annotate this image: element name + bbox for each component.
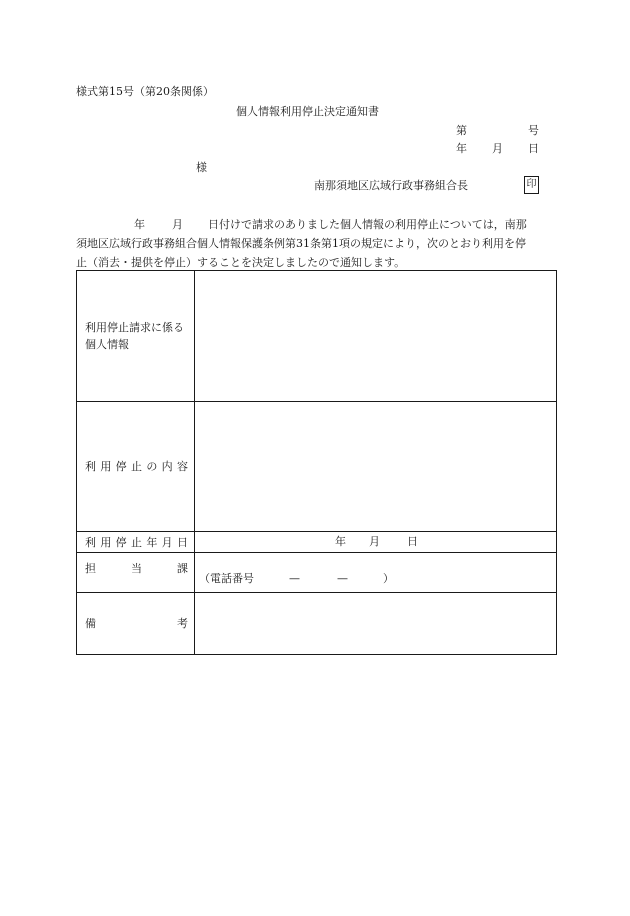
label-char: 備 [85, 617, 96, 630]
label-char: 日 [176, 535, 188, 549]
label-char: 止 [130, 535, 142, 549]
label-suspension-date-text [85, 537, 194, 548]
date-month-label: 月 [492, 142, 503, 155]
seal-mark: 印 [524, 176, 539, 194]
date-month: 月 [369, 535, 380, 548]
label-char: 停 [115, 535, 127, 549]
value-suspension-date[interactable] [195, 532, 557, 553]
row-personal-info [77, 271, 557, 402]
recipient-sama: 様 [196, 161, 207, 174]
reference-go: 号 [528, 124, 539, 137]
phone-dash-2: — [337, 571, 348, 585]
label-char: 止 [130, 460, 142, 473]
row-remarks [77, 593, 557, 655]
para-line3: 止（消去・提供を停止）することを決定しましたので通知します。 [76, 256, 406, 269]
label-char: 利 [85, 535, 96, 549]
value-remarks[interactable] [195, 593, 557, 655]
date-year: 年 [335, 535, 346, 548]
date-year-label: 年 [456, 142, 467, 155]
row-suspension-content [77, 402, 557, 532]
label-remarks [77, 593, 195, 655]
phone-dash-1: — [289, 571, 300, 585]
label-remarks-text [85, 618, 194, 629]
reference-dai: 第 [456, 124, 467, 137]
para-year: 年 [134, 218, 145, 231]
label-char: 利 [85, 460, 96, 473]
label-department-text [85, 563, 194, 574]
label-personal-info-line2: 個人情報 [85, 338, 129, 351]
label-personal-info [77, 271, 195, 402]
label-suspension-content-text [85, 461, 194, 472]
para-line1: 日付けで請求のありました個人情報の利用停止については，南那 [208, 218, 527, 231]
document-title: 個人情報利用停止決定通知書 [236, 105, 379, 118]
label-personal-info-line1: 利用停止請求に係る [85, 321, 184, 334]
date-day-label: 日 [528, 142, 539, 155]
label-char: 年 [146, 535, 158, 549]
label-char: 課 [177, 562, 188, 575]
label-char: 当 [131, 562, 142, 575]
label-char: 考 [177, 617, 188, 630]
label-char: の [146, 460, 158, 473]
label-char: 用 [100, 535, 112, 549]
phone-close: ） [383, 571, 394, 585]
label-char: 月 [161, 535, 173, 549]
issuer-name: 南那須地区広域行政事務組合長 [314, 179, 468, 192]
label-char: 内 [161, 460, 173, 473]
para-month: 月 [172, 218, 183, 231]
label-char: 用 [100, 460, 112, 473]
phone-open: （電話番号 [199, 571, 254, 585]
label-char: 担 [85, 562, 96, 575]
label-suspension-content [77, 402, 195, 532]
label-suspension-date [77, 532, 195, 553]
row-suspension-date [77, 532, 557, 553]
date-day: 日 [407, 535, 418, 548]
para-line2: 須地区広域行政事務組合個人情報保護条例第31条第1項の規定により，次のとおり利用を停 [76, 237, 526, 250]
form-number: 様式第15号（第20条関係） [76, 85, 214, 98]
value-personal-info[interactable] [195, 271, 557, 402]
label-char: 停 [115, 460, 127, 473]
label-department [77, 553, 195, 593]
row-department [77, 553, 557, 593]
form-table [76, 270, 557, 655]
value-department[interactable] [195, 553, 557, 593]
value-suspension-content[interactable] [195, 402, 557, 532]
label-char: 容 [176, 460, 188, 473]
